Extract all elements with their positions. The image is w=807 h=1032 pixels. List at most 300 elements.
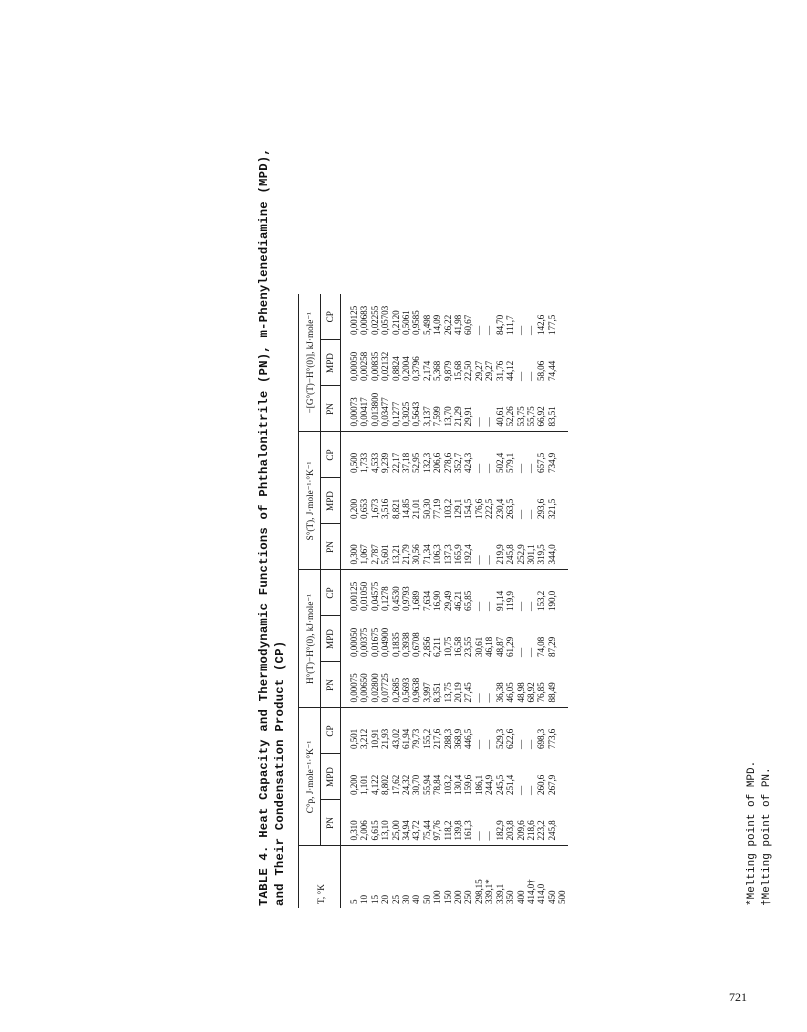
value-cell: 344,0: [546, 544, 557, 565]
table-row: [495, 294, 505, 908]
value-cell: [557, 294, 567, 340]
value-cell: 177,5: [546, 314, 557, 335]
value-cell: 301,1: [525, 544, 536, 565]
value-cell: —: [526, 570, 536, 616]
value-cell: 23,55: [463, 636, 474, 657]
value-cell: 0,200: [349, 774, 359, 795]
value-cell: 0,5643: [411, 401, 422, 427]
table-row: [443, 294, 453, 908]
value-cell: 25,00: [390, 820, 401, 841]
value-cell: 10,75: [442, 636, 453, 657]
table-row: [341, 294, 360, 908]
value-cell: 192,4: [463, 544, 474, 565]
table-row: [463, 294, 473, 908]
gibbs-energy-header: −[G°(T)−H°(0)], kJ·mole⁻¹: [299, 294, 321, 432]
value-cell: 0,02255: [369, 305, 380, 335]
value-cell: 15,68: [453, 360, 464, 381]
sub-header-cp: CP: [321, 708, 341, 754]
value-cell: 0,03477: [380, 397, 391, 427]
value-cell: 176,6: [473, 498, 484, 519]
value-cell: 2,787: [369, 544, 380, 565]
value-cell: 0,9793: [401, 570, 411, 616]
value-cell: 13,75: [442, 682, 453, 703]
value-cell: 159,6: [463, 774, 474, 795]
value-cell: 9,879: [442, 360, 453, 381]
value-cell: 245,8: [546, 820, 557, 841]
temperature-cell: 298,15: [474, 846, 484, 908]
value-cell: 14,09: [432, 314, 443, 335]
table-row: [411, 294, 421, 908]
table-title-line1: TABLE 4. Heat Capacity and Thermodynamic Functions of Phthalonitrile (PN), m-Phenylenediamine (MPD),: [257, 148, 271, 906]
value-cell: 13,70: [442, 406, 453, 427]
value-cell: 165,9: [453, 544, 464, 565]
value-cell: 0,9638: [411, 677, 422, 703]
sub-header-cp: CP: [321, 570, 341, 616]
value-cell: 222,5: [484, 498, 495, 519]
temperature-cell: 414,0: [536, 846, 546, 908]
value-cell: 368,9: [453, 708, 463, 754]
value-cell: 9,239: [380, 432, 390, 478]
value-cell: 0,500: [341, 432, 360, 478]
table-row: [557, 294, 567, 908]
value-cell: [557, 662, 567, 708]
value-cell: 75,44: [421, 820, 432, 841]
value-cell: —: [484, 831, 495, 841]
value-cell: —: [526, 708, 536, 754]
value-cell: [557, 386, 567, 432]
table-title-line2: and Their Condensation Product (CP): [273, 640, 287, 906]
value-cell: 2,856: [421, 636, 432, 657]
value-cell: 43,72: [411, 820, 422, 841]
value-cell: [557, 570, 567, 616]
value-cell: 26,22: [442, 314, 453, 335]
value-cell: 1,689: [411, 570, 421, 616]
temperature-cell: 250: [463, 846, 473, 908]
value-cell: —: [525, 371, 536, 381]
value-cell: —: [484, 325, 495, 335]
temperature-cell: 414,0†: [526, 846, 536, 908]
temperature-cell: 200: [453, 846, 463, 908]
value-cell: 46,05: [505, 682, 516, 703]
value-cell: —: [473, 831, 484, 841]
value-cell: 21,79: [401, 544, 412, 565]
value-cell: [557, 708, 567, 754]
value-cell: —: [515, 509, 526, 519]
value-cell: —: [473, 325, 484, 335]
value-cell: 84,70: [494, 314, 505, 335]
value-cell: 83,51: [546, 406, 557, 427]
value-cell: 68,92: [525, 682, 536, 703]
table-row: [536, 294, 546, 908]
value-cell: 97,76: [432, 820, 443, 841]
table-row: [516, 294, 526, 908]
value-cell: 0,501: [341, 708, 360, 754]
value-cell: 10,91: [370, 708, 380, 754]
value-cell: 30,61: [473, 636, 484, 657]
value-cell: 66,92: [536, 406, 547, 427]
value-cell: 0,2004: [401, 356, 412, 381]
value-cell: 579,1: [505, 432, 515, 478]
value-cell: 74,08: [536, 636, 547, 657]
value-cell: 244,9: [484, 774, 495, 795]
value-cell: [557, 340, 567, 386]
value-cell: —: [484, 570, 494, 616]
value-cell: 22,17: [391, 432, 401, 478]
value-cell: 8,821: [390, 498, 401, 519]
value-cell: 219,9: [494, 544, 505, 565]
value-cell: 22,50: [463, 360, 474, 381]
value-cell: 5,601: [380, 544, 391, 565]
value-cell: —: [525, 325, 536, 335]
value-cell: 0,6708: [411, 632, 422, 657]
table-row: [401, 294, 411, 908]
temperature-cell: 15: [370, 846, 380, 908]
value-cell: 55,75: [525, 406, 536, 427]
value-cell: 0,00073: [349, 397, 359, 427]
value-cell: 24,32: [401, 774, 412, 795]
value-cell: 223,2: [536, 820, 547, 841]
value-cell: 71,34: [421, 544, 432, 565]
value-cell: 65,85: [463, 570, 473, 616]
value-cell: 29,49: [443, 570, 453, 616]
value-cell: 103,2: [442, 498, 453, 519]
value-cell: 3,137: [421, 406, 432, 427]
value-cell: 30,70: [411, 774, 422, 795]
table-row: [547, 294, 557, 908]
value-cell: 0,00375: [359, 627, 370, 657]
value-cell: 132,3: [422, 432, 432, 478]
value-cell: 21,01: [411, 498, 422, 519]
value-cell: —: [525, 509, 536, 519]
value-cell: 7,599: [432, 406, 443, 427]
value-cell: 7,634: [422, 570, 432, 616]
value-cell: 267,9: [546, 774, 557, 795]
value-cell: 698,3: [536, 708, 546, 754]
temperature-cell: 339,1*: [484, 846, 494, 908]
value-cell: 4,122: [369, 774, 380, 795]
temperature-cell: 339,1: [495, 846, 505, 908]
value-cell: 61,29: [505, 636, 516, 657]
value-cell: 3,997: [421, 682, 432, 703]
value-cell: 111,7: [505, 315, 516, 335]
value-cell: 0,3796: [411, 356, 422, 381]
value-cell: 2,006: [359, 820, 370, 841]
value-cell: —: [473, 693, 484, 703]
value-cell: 43,02: [391, 708, 401, 754]
value-cell: 0,4530: [391, 570, 401, 616]
value-cell: —: [515, 647, 526, 657]
value-cell: 161,3: [463, 820, 474, 841]
sub-header-mpd: MPD: [321, 616, 341, 662]
value-cell: [557, 616, 567, 662]
table-row: [359, 294, 369, 908]
value-cell: —: [516, 708, 526, 754]
value-cell: 0,00683: [359, 305, 370, 335]
value-cell: 87,29: [546, 636, 557, 657]
value-cell: 31,76: [494, 360, 505, 381]
temperature-header: T, °K: [299, 846, 341, 908]
value-cell: 1,101: [359, 774, 370, 795]
value-cell: 0,200: [349, 498, 359, 519]
value-cell: 0,9585: [411, 310, 422, 335]
value-cell: 293,6: [536, 498, 547, 519]
value-cell: 263,5: [505, 498, 516, 519]
value-cell: 622,6: [505, 708, 515, 754]
value-cell: 34,94: [401, 820, 412, 841]
temperature-cell: 50: [422, 846, 432, 908]
value-cell: 0,2685: [390, 677, 401, 703]
value-cell: 0,00125: [349, 305, 359, 335]
value-cell: 0,00075: [349, 673, 359, 703]
table-row: [422, 294, 432, 908]
value-cell: —: [474, 432, 484, 478]
table-body: [341, 294, 568, 908]
table-row: [370, 294, 380, 908]
value-cell: 0,5061: [401, 310, 412, 335]
value-cell: —: [473, 555, 484, 565]
temperature-cell: 350: [505, 846, 515, 908]
entropy-header: S°(T), J·mole⁻¹·°K⁻¹: [299, 432, 321, 570]
sub-header-cp: CP: [321, 432, 341, 478]
table-row: [380, 294, 390, 908]
value-cell: —: [526, 432, 536, 478]
temperature-cell: 20: [380, 846, 390, 908]
value-cell: 118,2: [442, 820, 453, 841]
value-cell: 16,90: [432, 570, 442, 616]
value-cell: 3,212: [359, 708, 369, 754]
value-cell: 153,2: [536, 570, 546, 616]
value-cell: 6,615: [369, 820, 380, 841]
value-cell: 288,3: [443, 708, 453, 754]
value-cell: 77,19: [432, 498, 443, 519]
table-row: [391, 294, 401, 908]
value-cell: 206,6: [432, 432, 442, 478]
value-cell: 0,00258: [359, 351, 370, 381]
value-cell: —: [484, 555, 495, 565]
heat-capacity-header: C°p, J·mole⁻¹·°K⁻¹: [299, 708, 321, 846]
value-cell: 182,9: [494, 820, 505, 841]
value-cell: 58,06: [536, 360, 547, 381]
value-cell: 21,29: [453, 406, 464, 427]
value-cell: 61,94: [401, 708, 411, 754]
value-cell: 217,6: [432, 708, 442, 754]
enthalpy-header: H°(T)−H°(0), kJ·mole⁻¹: [299, 570, 321, 708]
value-cell: 6,211: [432, 637, 443, 657]
value-cell: 209,6: [515, 820, 526, 841]
value-cell: 352,7: [453, 432, 463, 478]
value-cell: —: [484, 432, 494, 478]
value-cell: 0,310: [349, 820, 359, 841]
temperature-cell: 400: [516, 846, 526, 908]
value-cell: 8,351: [432, 682, 443, 703]
value-cell: 0,300: [349, 544, 359, 565]
value-cell: 0,00835: [369, 351, 380, 381]
value-cell: [557, 478, 567, 524]
sub-header-cp: CP: [321, 294, 341, 340]
value-cell: —: [474, 570, 484, 616]
value-cell: —: [474, 708, 484, 754]
value-cell: 203,8: [505, 820, 516, 841]
value-cell: 27,45: [463, 682, 474, 703]
value-cell: 106,3: [432, 544, 443, 565]
value-cell: 21,93: [380, 708, 390, 754]
sub-header-pn: PN: [321, 662, 341, 708]
value-cell: 0,00417: [359, 397, 370, 427]
value-cell: 46,21: [453, 570, 463, 616]
value-cell: 278,6: [443, 432, 453, 478]
value-cell: 0,07725: [380, 673, 391, 703]
value-cell: —: [484, 693, 495, 703]
value-cell: 319,5: [536, 544, 547, 565]
temperature-cell: 25: [391, 846, 401, 908]
value-cell: 48,98: [515, 682, 526, 703]
table-row: [453, 294, 463, 908]
temperature-cell: 40: [411, 846, 421, 908]
value-cell: 1,733: [359, 432, 369, 478]
value-cell: 446,5: [463, 708, 473, 754]
value-cell: 502,4: [495, 432, 505, 478]
value-cell: 0,00050: [349, 351, 359, 381]
value-cell: 30,56: [411, 544, 422, 565]
value-cell: 245,5: [494, 774, 505, 795]
sub-header-mpd: MPD: [321, 340, 341, 386]
value-cell: 657,5: [536, 432, 546, 478]
value-cell: 230,4: [494, 498, 505, 519]
value-cell: 5,368: [432, 360, 443, 381]
value-cell: 154,5: [463, 498, 474, 519]
value-cell: 321,5: [546, 498, 557, 519]
value-cell: 137,3: [442, 544, 453, 565]
value-cell: 0,02800: [369, 673, 380, 703]
value-cell: 0,00650: [359, 673, 370, 703]
value-cell: 190,0: [547, 570, 557, 616]
value-cell: 0,00050: [349, 627, 359, 657]
value-cell: 53,75: [515, 406, 526, 427]
value-cell: —: [516, 432, 526, 478]
value-cell: —: [484, 417, 495, 427]
value-cell: 8,802: [380, 774, 391, 795]
table-row: [526, 294, 536, 908]
value-cell: 252,9: [515, 544, 526, 565]
sub-header-pn: PN: [321, 800, 341, 846]
value-cell: 78,84: [432, 774, 443, 795]
value-cell: 251,4: [505, 774, 516, 795]
value-cell: 13,21: [390, 544, 401, 565]
temperature-cell: 10: [359, 846, 369, 908]
value-cell: 16,58: [453, 636, 464, 657]
table-row: [432, 294, 442, 908]
value-cell: 50,30: [421, 498, 432, 519]
value-cell: —: [473, 417, 484, 427]
value-cell: 130,4: [453, 774, 464, 795]
value-cell: —: [525, 785, 536, 795]
value-cell: 3,516: [380, 498, 391, 519]
value-cell: 76,85: [536, 682, 547, 703]
value-cell: 17,62: [390, 774, 401, 795]
value-cell: [557, 524, 567, 570]
value-cell: 139,8: [453, 820, 464, 841]
sub-header-pn: PN: [321, 386, 341, 432]
value-cell: —: [515, 785, 526, 795]
value-cell: 13,10: [380, 820, 391, 841]
value-cell: 88,49: [546, 682, 557, 703]
value-cell: 0,04575: [370, 570, 380, 616]
value-cell: 29,91: [463, 406, 474, 427]
value-cell: 20,19: [453, 682, 464, 703]
value-cell: 60,67: [463, 314, 474, 335]
value-cell: —: [525, 647, 536, 657]
value-cell: —: [515, 371, 526, 381]
value-cell: 0,02132: [380, 351, 391, 381]
value-cell: —: [516, 570, 526, 616]
value-cell: 5,498: [421, 314, 432, 335]
value-cell: 0,8824: [390, 356, 401, 381]
value-cell: 129,1: [453, 498, 464, 519]
temperature-cell: 5: [341, 846, 360, 908]
value-cell: 424,3: [463, 432, 473, 478]
footnote-mpd-melting: *Melting point of MPD.: [746, 760, 758, 906]
value-cell: 0,1277: [390, 401, 401, 427]
value-cell: 245,8: [505, 544, 516, 565]
value-cell: 1,067: [359, 544, 370, 565]
value-cell: 37,18: [401, 432, 411, 478]
value-cell: —: [515, 325, 526, 335]
temperature-cell: 100: [432, 846, 442, 908]
value-cell: 0,2120: [390, 310, 401, 335]
value-cell: 0,01675: [369, 627, 380, 657]
value-cell: 0,1278: [380, 570, 390, 616]
value-cell: 529,3: [495, 708, 505, 754]
value-cell: 0,3025: [401, 401, 412, 427]
temperature-cell: 500: [557, 846, 567, 908]
value-cell: 41,98: [453, 314, 464, 335]
value-cell: 155,2: [422, 708, 432, 754]
value-cell: 0,05703: [380, 305, 391, 335]
value-cell: 91,14: [495, 570, 505, 616]
value-cell: —: [484, 708, 494, 754]
value-cell: 103,2: [442, 774, 453, 795]
value-cell: [557, 432, 567, 478]
value-cell: 773,6: [547, 708, 557, 754]
value-cell: 0,01050: [359, 570, 369, 616]
value-cell: 55,94: [421, 774, 432, 795]
value-cell: [557, 754, 567, 800]
value-cell: 40,61: [494, 406, 505, 427]
value-cell: 1,673: [369, 498, 380, 519]
value-cell: 142,6: [536, 314, 547, 335]
value-cell: 52,26: [505, 406, 516, 427]
footnote-pn-melting: †Melting point of PN.: [761, 767, 773, 906]
table-row: [474, 294, 484, 908]
value-cell: 0,00125: [341, 570, 360, 616]
table-row: [505, 294, 515, 908]
value-cell: 52,95: [411, 432, 421, 478]
sub-header-mpd: MPD: [321, 478, 341, 524]
value-cell: 0,04900: [380, 627, 391, 657]
value-cell: 0,5693: [401, 677, 412, 703]
value-cell: 74,44: [546, 360, 557, 381]
value-cell: 48,87: [494, 636, 505, 657]
value-cell: 36,38: [494, 682, 505, 703]
value-cell: 29,27: [484, 360, 495, 381]
value-cell: 79,73: [411, 708, 421, 754]
rotated-page-content: [252, 10, 807, 910]
value-cell: [557, 800, 567, 846]
value-cell: 2,174: [421, 360, 432, 381]
value-cell: 734,9: [547, 432, 557, 478]
value-cell: 46,18: [484, 636, 495, 657]
temperature-cell: 450: [547, 846, 557, 908]
